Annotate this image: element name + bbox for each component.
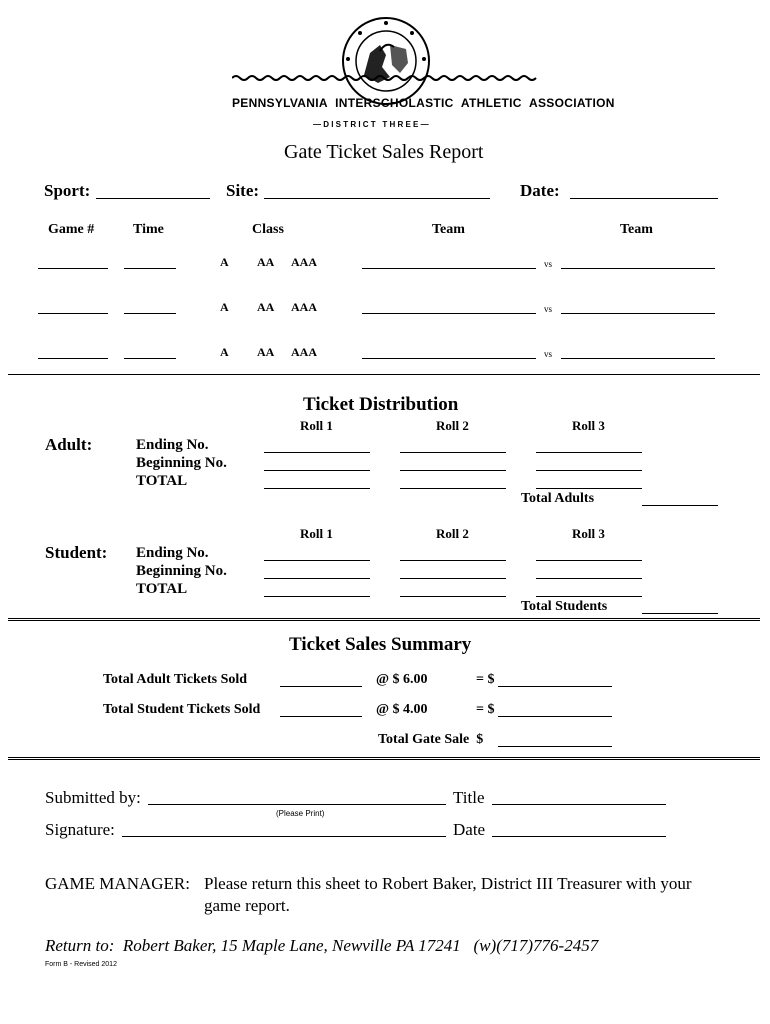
game-number-field[interactable] <box>38 268 108 269</box>
class-option-aaa[interactable]: AAA <box>291 255 317 269</box>
roll1-header: Roll 1 <box>300 418 333 433</box>
class-option-aaa[interactable]: AAA <box>291 345 317 359</box>
summary-title: Ticket Sales Summary <box>289 634 472 655</box>
vs-label: vs <box>544 349 553 359</box>
team1-field[interactable] <box>362 358 536 359</box>
student-price: @ $ 4.00 <box>376 702 428 717</box>
time-field[interactable] <box>124 268 176 269</box>
adult-label: Adult: <box>45 435 93 454</box>
adult-roll1-beginning-field[interactable] <box>264 470 370 471</box>
page-title: Gate Ticket Sales Report <box>284 141 484 163</box>
beginning-no-label: Beginning No. <box>136 455 227 471</box>
total-gate-sale-field[interactable] <box>498 746 612 747</box>
association-name: PENNSYLVANIA INTERSCHOLASTIC ATHLETIC ASSOCIATION <box>232 96 615 110</box>
class-option-aa[interactable]: AA <box>257 300 275 314</box>
sport-label: Sport: <box>44 181 91 200</box>
date-label: Date <box>453 820 486 839</box>
class-option-aaa[interactable]: AAA <box>291 300 317 314</box>
beginning-no-label: Beginning No. <box>136 563 227 579</box>
time-header: Time <box>133 222 164 237</box>
team1-field[interactable] <box>362 268 536 269</box>
return-to-address: Return to: Robert Baker, 15 Maple Lane, Newville PA 17241 (w)(717)776-2457 <box>45 936 599 955</box>
team2-field[interactable] <box>561 313 715 314</box>
sport-field[interactable] <box>96 198 210 199</box>
student-roll1-beginning-field[interactable] <box>264 578 370 579</box>
district-label: — D I S T R I C T T H R E E — <box>313 120 429 129</box>
manager-instruction-line1: Please return this sheet to Robert Baker, District III Treasurer with your <box>204 874 692 893</box>
total-label: TOTAL <box>136 581 188 597</box>
sign-date-field[interactable] <box>492 836 666 837</box>
roll1-header: Roll 1 <box>300 526 333 541</box>
adult-roll2-total-field[interactable] <box>400 488 506 489</box>
student-roll1-ending-field[interactable] <box>264 560 370 561</box>
game-number-header: Game # <box>48 222 95 237</box>
manager-instruction-line2: game report. <box>204 896 290 915</box>
adult-equals: = $ <box>476 672 495 687</box>
adult-roll2-ending-field[interactable] <box>400 452 506 453</box>
please-print-note: (Please Print) <box>276 809 325 818</box>
title-label: Title <box>453 788 485 807</box>
adult-roll3-beginning-field[interactable] <box>536 470 642 471</box>
adult-price: @ $ 6.00 <box>376 672 428 687</box>
class-header: Class <box>252 222 284 237</box>
student-roll2-ending-field[interactable] <box>400 560 506 561</box>
submitted-by-label: Submitted by: <box>45 788 141 807</box>
student-roll2-total-field[interactable] <box>400 596 506 597</box>
game-manager-label: GAME MANAGER: <box>45 874 190 893</box>
site-field[interactable] <box>264 198 490 199</box>
class-option-aa[interactable]: AA <box>257 345 275 359</box>
vs-label: vs <box>544 259 553 269</box>
team2-field[interactable] <box>561 268 715 269</box>
team1-field[interactable] <box>362 313 536 314</box>
game-number-field[interactable] <box>38 358 108 359</box>
adult-roll3-total-field[interactable] <box>536 488 642 489</box>
roll2-header: Roll 2 <box>436 526 469 541</box>
total-label: TOTAL <box>136 473 188 489</box>
roll2-header: Roll 2 <box>436 418 469 433</box>
total-students-field[interactable] <box>642 613 718 614</box>
class-option-a[interactable]: A <box>220 345 229 359</box>
vs-label: vs <box>544 304 553 314</box>
ending-no-label: Ending No. <box>136 437 209 453</box>
roll3-header: Roll 3 <box>572 418 605 433</box>
adult-roll3-ending-field[interactable] <box>536 452 642 453</box>
student-tickets-sold-field[interactable] <box>280 716 362 717</box>
student-roll3-ending-field[interactable] <box>536 560 642 561</box>
adult-roll1-ending-field[interactable] <box>264 452 370 453</box>
adult-tickets-sold-field[interactable] <box>280 686 362 687</box>
student-amount-field[interactable] <box>498 716 612 717</box>
total-adults-label: Total Adults <box>521 491 595 506</box>
submitted-by-field[interactable] <box>148 804 446 805</box>
game-number-field[interactable] <box>38 313 108 314</box>
letterhead-wave-rule <box>232 72 540 84</box>
ending-no-label: Ending No. <box>136 545 209 561</box>
team2-header: Team <box>620 222 653 237</box>
student-equals: = $ <box>476 702 495 717</box>
signature-label: Signature: <box>45 820 115 839</box>
time-field[interactable] <box>124 313 176 314</box>
class-option-aa[interactable]: AA <box>257 255 275 269</box>
adult-tickets-sold-label: Total Adult Tickets Sold <box>103 672 248 687</box>
team1-header: Team <box>432 222 465 237</box>
adult-roll1-total-field[interactable] <box>264 488 370 489</box>
student-roll3-beginning-field[interactable] <box>536 578 642 579</box>
total-adults-field[interactable] <box>642 505 718 506</box>
section-divider <box>8 374 760 375</box>
piaa-seal-logo <box>340 15 432 107</box>
student-roll2-beginning-field[interactable] <box>400 578 506 579</box>
student-roll1-total-field[interactable] <box>264 596 370 597</box>
team2-field[interactable] <box>561 358 715 359</box>
section-divider <box>8 757 760 760</box>
date-field[interactable] <box>570 198 718 199</box>
class-option-a[interactable]: A <box>220 300 229 314</box>
student-roll3-total-field[interactable] <box>536 596 642 597</box>
title-field[interactable] <box>492 804 666 805</box>
time-field[interactable] <box>124 358 176 359</box>
adult-amount-field[interactable] <box>498 686 612 687</box>
total-gate-sale-label: Total Gate Sale $ <box>378 732 484 747</box>
class-option-a[interactable]: A <box>220 255 229 269</box>
form-id: Form B - Revised 2012 <box>45 961 117 968</box>
student-label: Student: <box>45 543 108 562</box>
total-students-label: Total Students <box>521 599 608 614</box>
student-tickets-sold-label: Total Student Tickets Sold <box>103 702 261 717</box>
roll3-header: Roll 3 <box>572 526 605 541</box>
section-divider <box>8 618 760 621</box>
adult-roll2-beginning-field[interactable] <box>400 470 506 471</box>
signature-field[interactable] <box>122 836 446 837</box>
site-label: Site: <box>226 181 260 200</box>
distribution-title: Ticket Distribution <box>303 394 459 415</box>
date-label: Date: <box>520 181 560 200</box>
